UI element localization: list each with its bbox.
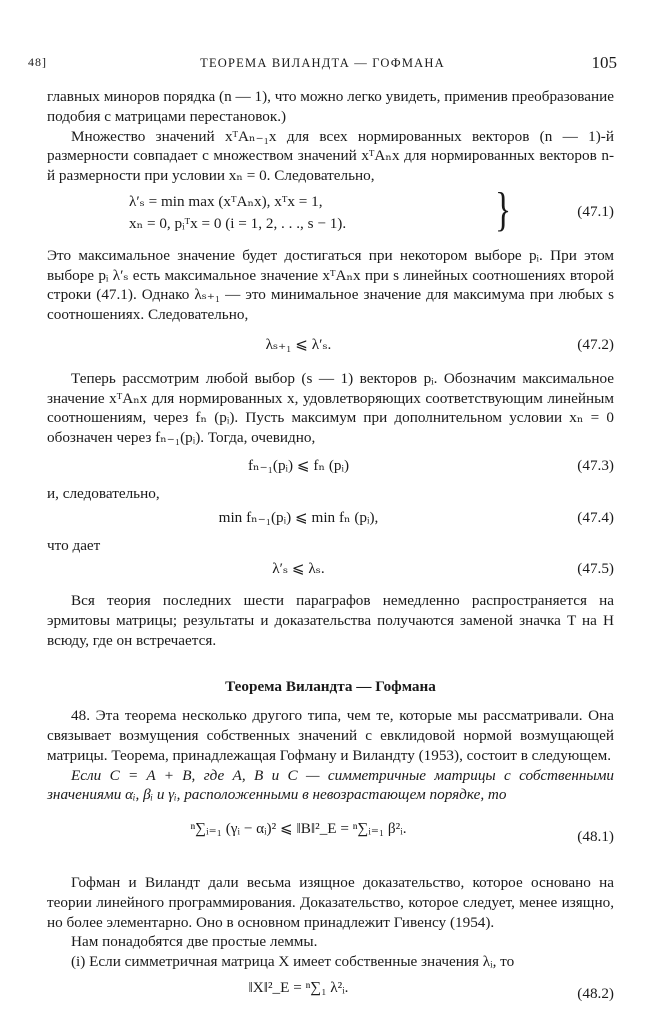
- right-brace: }: [495, 182, 512, 236]
- running-head: [28, 52, 617, 74]
- page-body: [47, 87, 614, 1020]
- equation-number: (47.5): [577, 560, 614, 578]
- formula: ⁿ∑ᵢ₌₁ (γᵢ − αᵢ)² ⩽ ‖B‖²_E = ⁿ∑ᵢ₌₁ β²ᵢ.: [190, 820, 407, 837]
- lemma-1: (i) Если симметричная матрица X имеет собственные значения λᵢ, то: [71, 953, 515, 970]
- equation-47-3: [47, 456, 614, 482]
- paragraph-3: Это максимальное значение будет достигаться при некотором выборе pᵢ. При этом выборе pᵢ λ′ₛ есть максимальное значение xᵀAₙx при s линейных соотношениях второй строки (47.1). Однако λₛ₊₁ — это минимальное значение для максимума при любых s соотношениях. Следовательно,: [47, 246, 614, 323]
- paragraph-11: Нам понадобятся две простые леммы.: [71, 933, 318, 951]
- equation-number: (48.2): [577, 984, 614, 1002]
- formula: λ′ₛ ⩽ λₛ.: [272, 560, 325, 578]
- paragraph-6: что дает: [47, 536, 101, 554]
- paragraph-10: Гофман и Виландт дали весьма изящное доказательство, которое основано на теории линейного программирования. Доказательство, которое следует, менее изящно, но более элементарно. Оно в основном принадлежит Гивенсу (1954).: [47, 874, 614, 931]
- equation-47-1: [47, 182, 614, 240]
- paragraph-8: 48. Эта теорема несколько другого типа, чем те, которые мы рассматривали. Она связывает возмущения собственных значений с евклидовой нормой возмущающей матрицы. Теорема, принадлежащая Гофману и Виландту (1953), состоит в следующем.: [47, 707, 614, 764]
- equation-number: (47.4): [577, 508, 614, 526]
- equation-47-5: [47, 559, 614, 585]
- running-title: ТЕОРЕМА ВИЛАНДТА — ГОФМАНА: [200, 56, 445, 70]
- formula: ‖X‖²_E = ⁿ∑₁ λ²ᵢ.: [248, 978, 349, 996]
- section-number: 48]: [28, 55, 47, 69]
- paragraph-7: Вся теория последних шести параграфов немедленно распространяется на эрмитовы матрицы; результаты и доказательства получаются заменой значка T на H всюду, где он встречается.: [47, 592, 614, 649]
- section-heading: Теорема Виландта — Гофмана: [225, 677, 436, 695]
- theorem-statement: Если C = A + B, где A, B и C — симметричные матрицы с собственными значениями αᵢ, βᵢ и γᵢ, расположенными в невозрастающем порядке, то: [47, 766, 614, 804]
- equation-47-2: [47, 335, 614, 361]
- paragraph-5: и, следовательно,: [47, 484, 160, 502]
- formula: fₙ₋₁(pᵢ) ⩽ fₙ (pᵢ): [247, 456, 350, 474]
- equation-number: (47.1): [577, 202, 614, 220]
- paragraph-4: Теперь рассмотрим любой выбор (s — 1) векторов pᵢ. Обозначим максимальное значение xᵀAₙx для нормированных x, удовлетворяющих соответствующим линейным соотношениям, через fₙ (pᵢ). Пусть максимум при дополнительном условии xₙ = 0 обозначен через fₙ₋₁(pᵢ). Тогда, очевидно,: [47, 369, 614, 446]
- equation-47-4: [47, 508, 614, 534]
- equation-48-2: [47, 974, 614, 1020]
- equation-number: (47.3): [577, 456, 614, 474]
- equation-48-1: [47, 809, 614, 865]
- equation-47-1-line-2: xₙ = 0, pᵢᵀx = 0 (i = 1, 2, . . ., s − 1).: [129, 214, 347, 232]
- equation-number: (48.1): [577, 828, 614, 845]
- paragraph-1: главных миноров порядка (n — 1), что можно легко увидеть, применив преобразование подобия с матрицами перестановок.): [47, 88, 614, 125]
- equation-number: (47.2): [577, 335, 614, 353]
- page-number: 105: [591, 53, 617, 72]
- formula: λₛ₊₁ ⩽ λ′ₛ.: [265, 335, 332, 353]
- equation-47-1-line-1: λ′ₛ = min max (xᵀAₙx), xᵀx = 1,: [129, 192, 323, 210]
- formula: min fₙ₋₁(pᵢ) ⩽ min fₙ (pᵢ),: [218, 508, 379, 526]
- paragraph-2: Множество значений xᵀAₙ₋₁x для всех нормированных векторов (n — 1)-й размерности совпадает с множеством значений xᵀAₙx для нормированных векторов n-й размерности при условии xₙ = 0. Следовательно,: [47, 127, 614, 184]
